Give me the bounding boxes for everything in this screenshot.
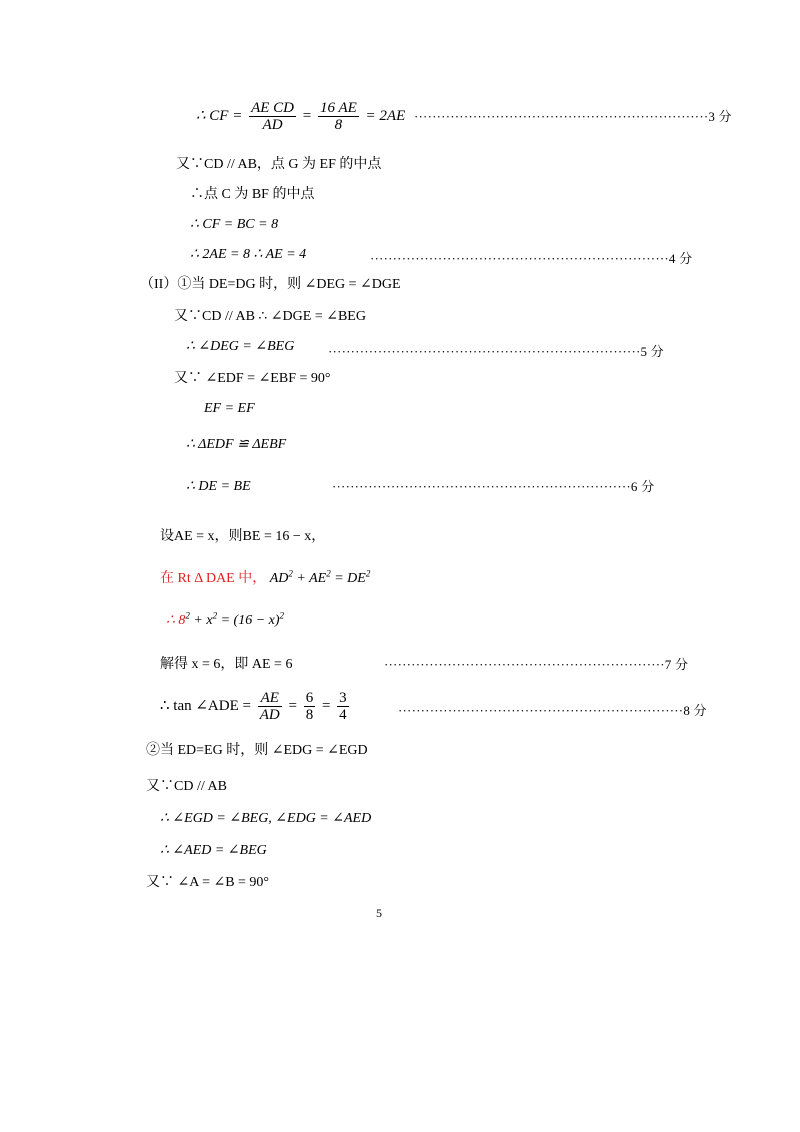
fraction — [249, 100, 296, 133]
equals: = — [302, 107, 312, 124]
exponent: 2 — [326, 568, 331, 579]
line-ae-4: ∴ 2AE = 8 ∴ AE = 4 — [190, 247, 307, 262]
term: + AE — [292, 571, 327, 586]
line-aed-beg: ∴ ∠AED = ∠BEG — [160, 843, 267, 858]
line-cf-bc: ∴ CF = BC = 8 — [190, 217, 279, 232]
numerator: 6 — [305, 690, 314, 706]
denominator: 8 — [334, 117, 343, 133]
text: = 2AE — [365, 107, 406, 124]
line-c-midpoint: ∴点 C 为 BF 的中点 — [190, 187, 315, 202]
score-dots-6: ··································································6 分 — [332, 479, 655, 494]
numerator: AE — [258, 690, 282, 707]
page-number: 5 — [376, 906, 382, 920]
text: ∴ tan ∠ADE = — [160, 697, 251, 714]
line-part-ii-case1: （II）①当 DE=DG 时，则 ∠DEG = ∠DGE — [140, 277, 401, 292]
exponent: 2 — [365, 568, 371, 579]
line-cf-equation — [196, 100, 405, 133]
equals: = — [288, 697, 297, 714]
denominator: AD — [259, 707, 280, 723]
numerator: 16 AE — [319, 100, 357, 116]
line-solve-x: 解得 x = 6，即 AE = 6 — [160, 657, 293, 672]
fraction — [304, 690, 316, 723]
denominator: AD — [262, 117, 283, 133]
term: = DE — [330, 571, 366, 586]
line-angle-a-b: 又∵ ∠A = ∠B = 90° — [146, 875, 270, 890]
exponent: 2 — [279, 610, 285, 621]
score-dots-5: ·····································································5 分 — [328, 344, 664, 359]
exponent: 2 — [212, 610, 218, 621]
text: ∴ CF = — [196, 107, 243, 124]
pythagoras-eq — [269, 568, 371, 586]
line-tan-ade — [160, 690, 352, 723]
line-de-be: ∴ DE = BE — [186, 479, 251, 494]
fraction — [258, 690, 282, 723]
exponent: 2 — [185, 610, 190, 621]
fraction — [337, 690, 349, 723]
term: AD — [269, 571, 289, 586]
line-cd-ab-dge: 又∵CD // AB ∴ ∠DGE = ∠BEG — [174, 309, 366, 324]
line-rt-triangle — [160, 570, 370, 588]
line-egd-beg: ∴ ∠EGD = ∠BEG, ∠EDG = ∠AED — [160, 811, 372, 826]
line-substitution — [166, 612, 284, 630]
score-dots-4: ··································································4 分 — [370, 251, 693, 266]
exponent: 2 — [288, 568, 293, 579]
numerator: 3 — [339, 690, 347, 706]
score-dots-8: ·······························································8 分 — [398, 703, 707, 718]
term: = (16 − x) — [217, 613, 280, 628]
line-congruent: ∴ ΔEDF ≌ ΔEBF — [186, 437, 287, 452]
numerator: AE CD — [251, 100, 295, 116]
denominator: 4 — [339, 707, 347, 723]
term: + x — [189, 613, 213, 628]
line-cd-ab-2: 又∵CD // AB — [146, 779, 227, 794]
red-note: 在 Rt Δ DAE 中， — [160, 571, 267, 586]
denominator: 8 — [305, 707, 314, 723]
term: ∴ 8 — [166, 613, 186, 628]
score-dots-7: ······························································7 分 — [384, 657, 689, 672]
equals: = — [321, 697, 331, 714]
score-dots-3: ·································································3 分 — [414, 109, 732, 124]
line-let-ae-x: 设AE = x，则BE = 16 − x， — [160, 529, 326, 544]
line-edf-ebf: 又∵ ∠EDF = ∠EBF = 90° — [174, 371, 331, 386]
line-deg-beg: ∴ ∠DEG = ∠BEG — [186, 339, 295, 354]
line-ef-ef: EF = EF — [204, 401, 255, 416]
line-cd-parallel: 又∵CD // AB，点 G 为 EF 的中点 — [176, 157, 382, 172]
fraction — [318, 100, 359, 133]
line-case2: ②当 ED=EG 时，则 ∠EDG = ∠EGD — [146, 743, 368, 758]
